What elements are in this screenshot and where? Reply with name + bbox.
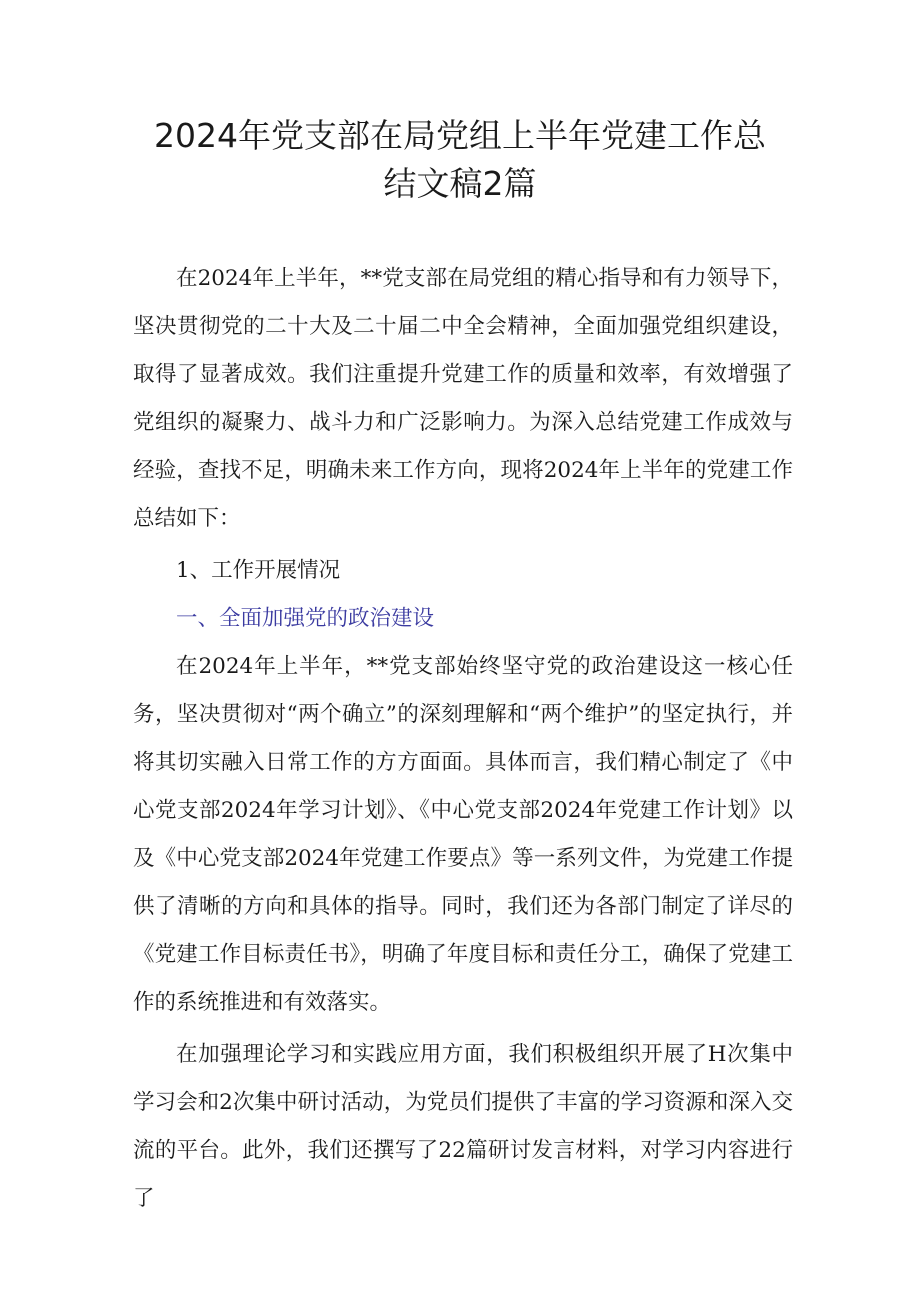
title-line-1: 2024年党支部在局党组上半年党建工作总 [154,116,766,155]
paragraph-political-construction: 在2024年上半年，**党支部始终坚守党的政治建设这一核心任务，坚决贯彻对“两个确立”的深刻理解和“两个维护”的坚定执行，并将其切实融入日常工作的方方面面。具体而言，我们精心制定了《中心党支部2024年学习计划》、《中心党支部2024年党建工作计划》以及《中心党支部2024年党建工作要点》等一系列文件，为党建工作提供了清晰的方向和具体的指导。同时，我们还为各部门制定了详尽的《党建工作目标责任书》，明确了年度目标和责任分工，确保了党建工作的系统推进和有效落实。 [133,654,793,1015]
document-title [130,112,790,208]
section-heading-1: 1、工作开展情况 [176,558,341,583]
document-body [133,255,793,1223]
subheading-political-construction: 一、全面加强党的政治建设 [176,606,435,631]
paragraph-theory-study: 在加强理论学习和实践应用方面，我们积极组织开展了H次集中学习会和2次集中研讨活动，为党员们提供了丰富的学习资源和深入交流的平台。此外，我们还撰写了22篇研讨发言材料，对学习内容进行了 [133,1042,793,1211]
title-line-2: 结文稿2篇 [383,164,537,203]
intro-paragraph: 在2024年上半年，**党支部在局党组的精心指导和有力领导下，坚决贯彻党的二十大及二十届二中全会精神，全面加强党组织建设，取得了显著成效。我们注重提升党建工作的质量和效率，有效增强了党组织的凝聚力、战斗力和广泛影响力。为深入总结党建工作成效与经验，查找不足，明确未来工作方向，现将2024年上半年的党建工作总结如下： [133,266,793,531]
